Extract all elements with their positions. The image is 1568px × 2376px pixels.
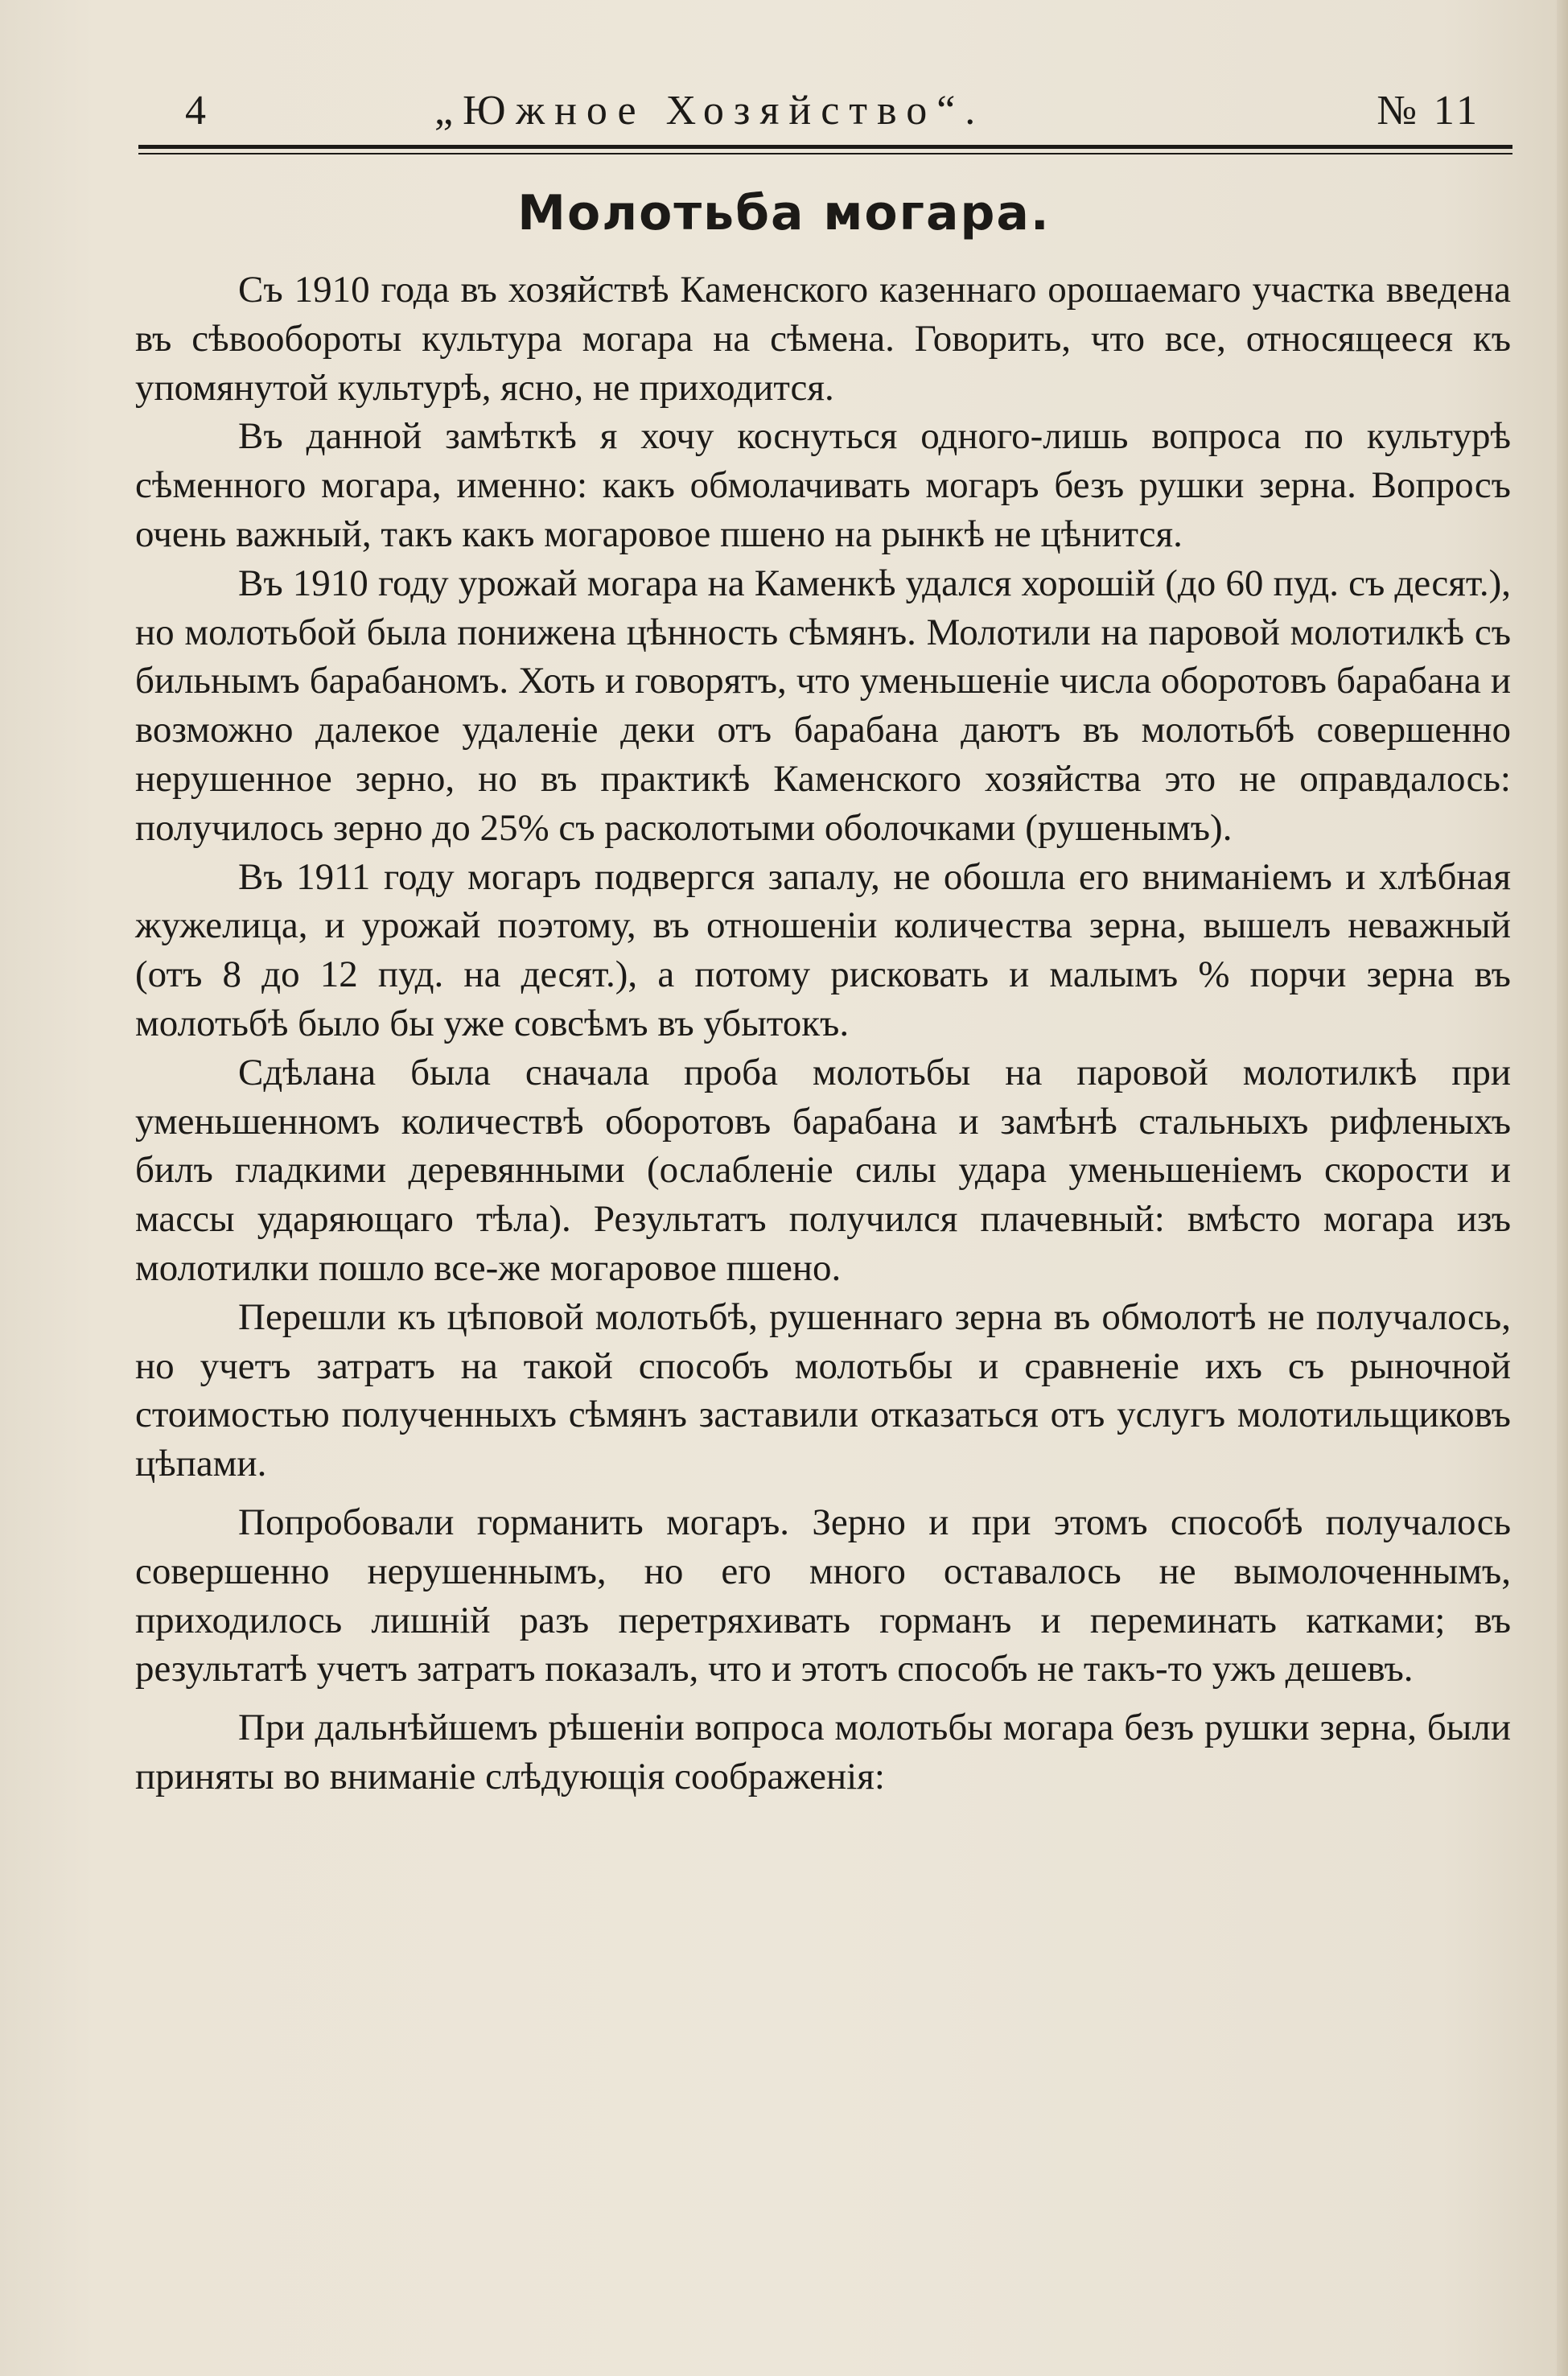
- article-body: [135, 266, 1511, 1802]
- paragraph: Перешли къ цѣповой молотьбѣ, рушеннаго зерна въ обмолотѣ не получалось, но учетъ затратъ на такой способъ молотьбы и сравненіе ихъ съ рыночной стоимостью полученныхъ сѣмянъ заставили отказаться отъ услугъ молотильщиковъ цѣпами.: [135, 1295, 1511, 1485]
- issue-number: № 11: [1377, 88, 1480, 134]
- header-rule-thick: [138, 145, 1512, 149]
- journal-title: „Южное Хозяйство“.: [434, 88, 986, 134]
- paragraph: Сдѣлана была сначала проба молотьбы на паровой молотилкѣ при уменьшенномъ количествѣ оборотовъ барабана и замѣнѣ стальныхъ рифленыхъ билъ гладкими деревянными (ослабленіе силы удара уменьшеніемъ скорости и массы ударяющаго тѣла). Результатъ получился плачевный: вмѣсто могара изъ молотилки пошло все-же могаровое пшено.: [135, 1051, 1511, 1289]
- article-title: Молотьба могара.: [517, 185, 1051, 241]
- paragraph: Въ 1911 году могаръ подвергся запалу, не обошла его вниманіемъ и хлѣбная жужелица, и урожай поэтому, въ отношеніи количества зерна, вышелъ неважный (отъ 8 до 12 пуд. на десят.), а потому рисковать и малымъ % порчи зерна въ молотьбѣ было бы уже совсѣмъ въ убытокъ.: [135, 855, 1511, 1044]
- header-rule-thin: [138, 153, 1512, 154]
- paragraph: Съ 1910 года въ хозяйствѣ Каменского казеннаго орошаемаго участка введена въ сѣвообороты культура могара на сѣмена. Говорить, что все, относящееся къ упомянутой культурѣ, ясно, не приходится.: [135, 269, 1511, 409]
- paragraph: При дальнѣйшемъ рѣшеніи вопроса молотьбы могара безъ рушки зерна, были приняты во вниманіе слѣдующія соображенія:: [135, 1707, 1511, 1797]
- paragraph: Въ 1910 году урожай могара на Каменкѣ удался хорошій (до 60 пуд. съ десят.), но молотьбой была понижена цѣнность сѣмянъ. Молотили на паровой молотилкѣ съ бильнымъ барабаномъ. Хоть и говорятъ, что уменьшеніе числа оборотовъ барабана и возможно далекое удаленіе деки отъ барабана даютъ въ молотьбѣ совершенно нерушенное зерно, но въ практикѣ Каменского хозяйства это не оправдалось: получилось зерно до 25% съ расколотыми оболочками (рушенымъ).: [135, 562, 1511, 849]
- paragraph: Въ данной замѣткѣ я хочу коснуться одного-лишь вопроса по культурѣ сѣменного могара, именно: какъ обмолачивать могаръ безъ рушки зерна. Вопросъ очень важный, такъ какъ могаровое пшено на рынкѣ не цѣнится.: [135, 415, 1511, 555]
- paragraph: Попробовали горманить могаръ. Зерно и при этомъ способѣ получалось совершенно нерушеннымъ, но его много оставалось не вымолоченнымъ, приходилось лишній разъ перетряхивать горманъ и переминать катками; въ результатѣ учетъ затратъ показалъ, что и этотъ способъ не такъ-то ужъ дешевъ.: [135, 1501, 1511, 1690]
- running-header: [137, 80, 1512, 145]
- page-number: 4: [185, 88, 206, 134]
- page-edge: [1557, 0, 1568, 2376]
